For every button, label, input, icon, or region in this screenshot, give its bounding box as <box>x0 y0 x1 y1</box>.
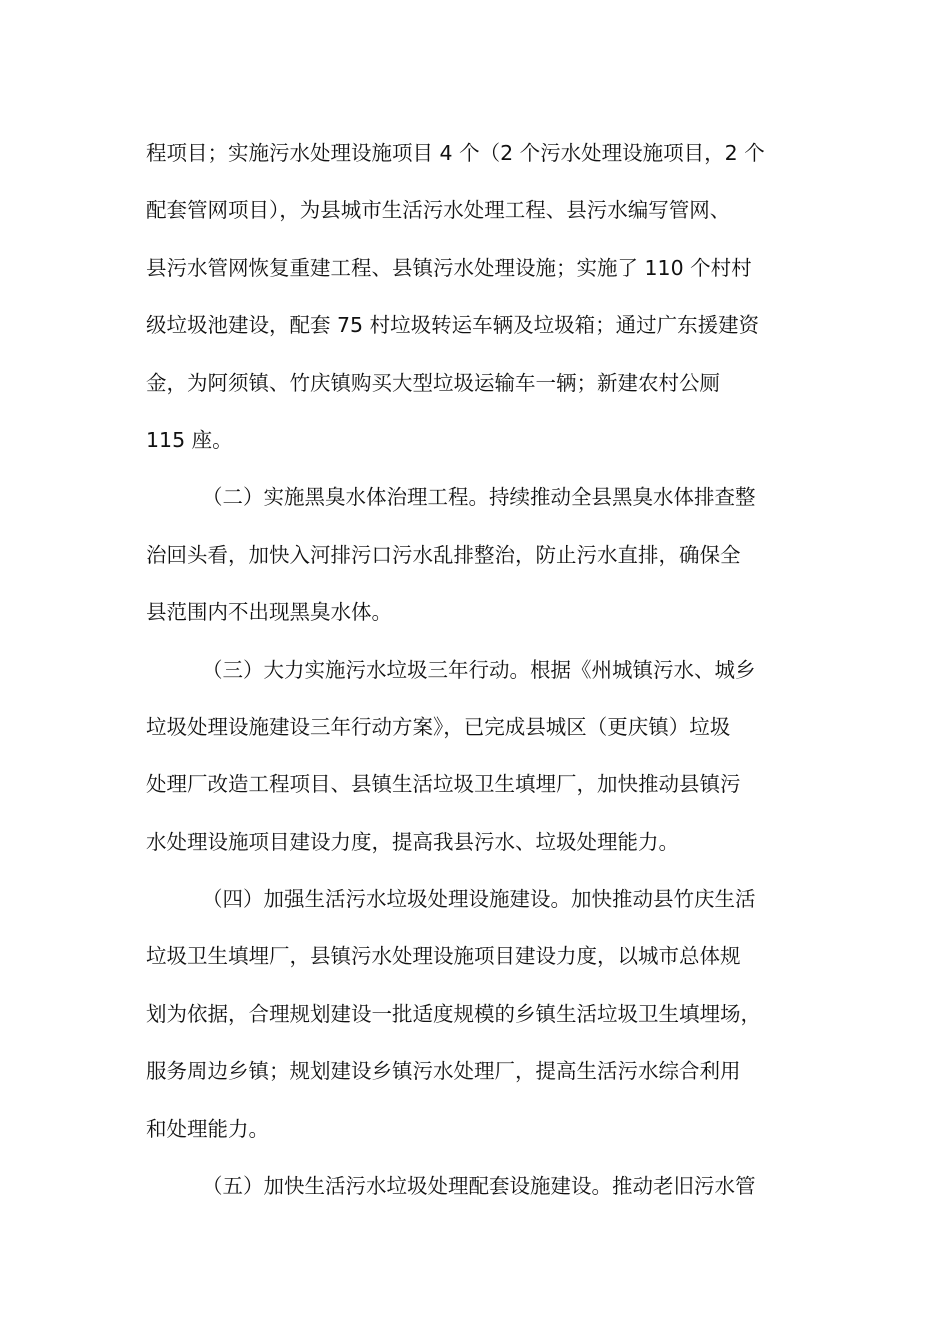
paragraph-line: 程项目；实施污水处理设施项目 4 个（2 个污水处理设施项目，2 个 <box>146 141 765 165</box>
section-heading-3-line: （三）大力实施污水垃圾三年行动。根据《州城镇污水、城乡 <box>202 657 756 682</box>
paragraph-line: 县范围内不出现黑臭水体。 <box>146 600 392 625</box>
section-heading-4-line: （四）加强生活污水垃圾处理设施建设。加快推动县竹庆生活 <box>202 887 756 912</box>
section-heading-5-line: （五）加快生活污水垃圾处理配套设施建设。推动老旧污水管 <box>202 1174 756 1199</box>
paragraph-line: 配套管网项目），为县城市生活污水处理工程、县污水编写管网、 <box>146 198 731 223</box>
paragraph-line: 处理厂改造工程项目、县镇生活垃圾卫生填埋厂，加快推动县镇污 <box>146 772 741 797</box>
paragraph-line: 金，为阿须镇、竹庆镇购买大型垃圾运输车一辆；新建农村公厕 <box>146 370 720 395</box>
paragraph-line: 垃圾处理设施建设三年行动方案》，已完成县城区（更庆镇）垃圾 <box>146 714 731 739</box>
paragraph-line: 水处理设施项目建设力度，提高我县污水、垃圾处理能力。 <box>146 829 679 854</box>
section-heading-2-line: （二）实施黑臭水体治理工程。持续推动全县黑臭水体排查整 <box>202 485 756 510</box>
paragraph-line: 治回头看，加快入河排污口污水乱排整治，防止污水直排，确保全 <box>146 542 741 567</box>
paragraph-line: 服务周边乡镇；规划建设乡镇污水处理厂，提高生活污水综合利用 <box>146 1059 741 1084</box>
paragraph-line: 划为依据，合理规划建设一批适度规模的乡镇生活垃圾卫生填埋场， <box>146 1001 761 1026</box>
paragraph-line: 级垃圾池建设，配套 75 村垃圾转运车辆及垃圾箱；通过广东援建资 <box>146 313 760 338</box>
paragraph-line: 115 座。 <box>146 427 233 452</box>
paragraph-line: 和处理能力。 <box>146 1116 269 1141</box>
paragraph-line: 县污水管网恢复重建工程、县镇污水处理设施；实施了 110 个村村 <box>146 255 752 280</box>
body-text <box>146 125 826 1215</box>
paragraph-line: 垃圾卫生填埋厂，县镇污水处理设施项目建设力度，以城市总体规 <box>146 944 741 969</box>
